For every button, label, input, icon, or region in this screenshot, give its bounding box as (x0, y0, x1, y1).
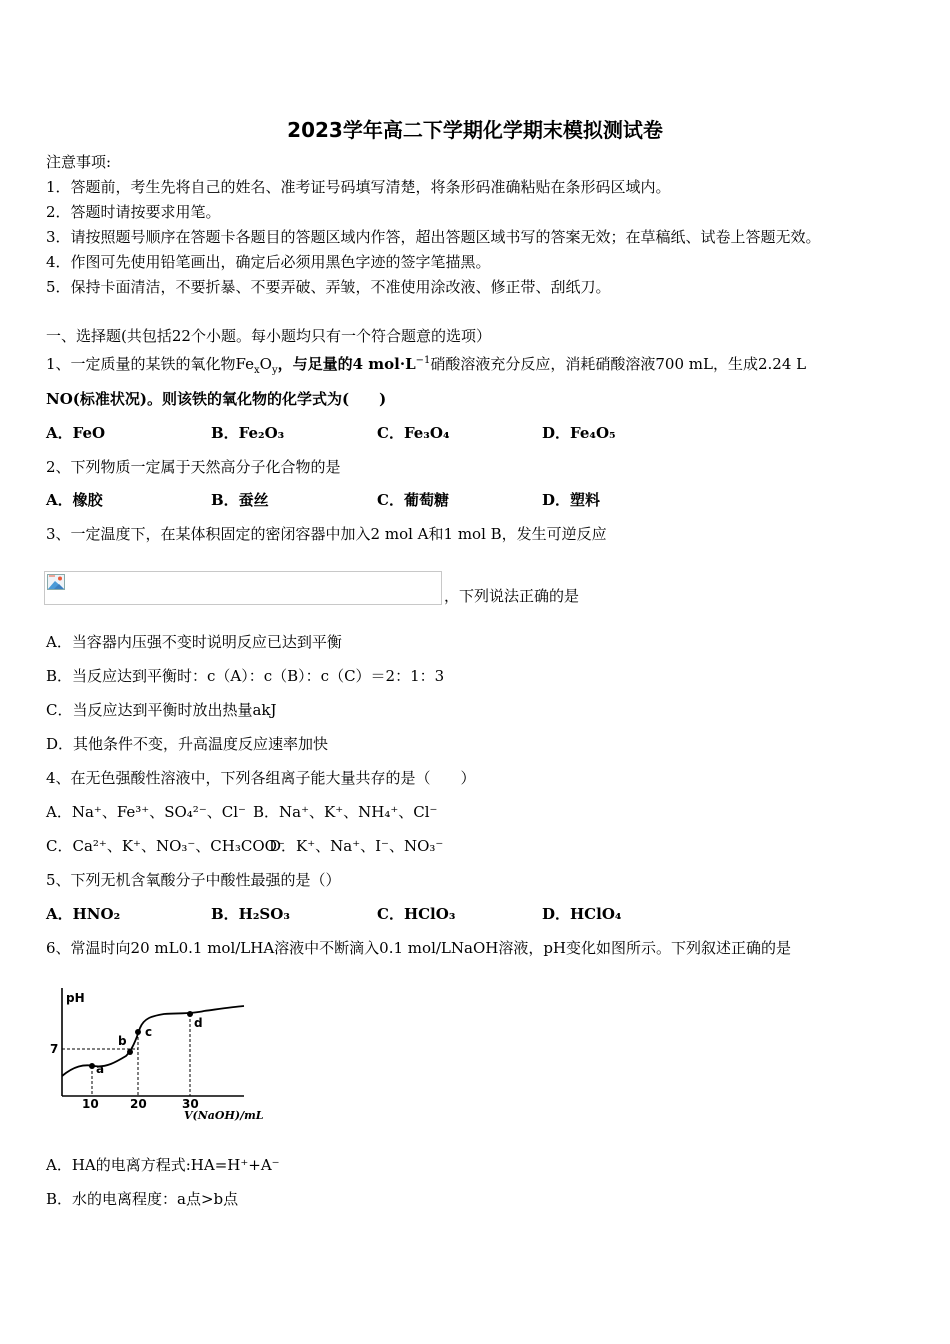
q6-option-a[interactable]: A．HA的电离方程式:HA=H⁺+A⁻ (46, 1156, 280, 1174)
q4-option-d[interactable]: D．K⁺、Na⁺、I⁻、NO₃⁻ (269, 837, 444, 855)
label-b: b (118, 1034, 127, 1048)
q3-stem-tail: ，下列说法正确的是 (444, 587, 580, 605)
q1-option-a[interactable]: A．FeO (46, 424, 106, 442)
q3-option-d[interactable]: D．其他条件不变，升高温度反应速率加快 (46, 735, 329, 753)
q1-sup: −1 (415, 355, 431, 366)
q4-stem: 4、在无色强酸性溶液中，下列各组离子能大量共存的是（ ） (46, 769, 476, 787)
label-d: d (194, 1016, 203, 1030)
q1-option-b[interactable]: B．Fe₂O₃ (211, 424, 285, 442)
notice-item-3: 3．请按照题号顺序在答题卡各题目的答题区域内作答，超出答题区域书写的答案无效；在草稿纸、试卷上答题无效。 (46, 228, 821, 246)
q5-stem: 5、下列无机含氧酸分子中酸性最强的是（） (46, 871, 341, 889)
x-label: V(NaOH)/mL (184, 1109, 264, 1122)
page-title: 2023学年高二下学期化学期末模拟测试卷 (287, 118, 663, 142)
q5-option-d[interactable]: D．HClO₄ (542, 905, 622, 923)
notice-item-1: 1．答题前，考生先将自己的姓名、准考证号码填写清楚，将条形码准确粘贴在条形码区域内。 (46, 178, 671, 196)
x-tick-10: 10 (82, 1097, 99, 1111)
q1-stem-part3: 硝酸溶液充分反应，消耗硝酸溶液700 mL，生成2.24 L (430, 355, 807, 373)
q1-sub-y: y (271, 365, 278, 376)
q5-option-a[interactable]: A．HNO₂ (46, 905, 121, 923)
q1-stem-part1: 1、一定质量的某铁的氧化物Fe (46, 355, 255, 373)
x-tick-20: 20 (130, 1097, 147, 1111)
label-a: a (96, 1062, 105, 1076)
notice-item-4: 4．作图可先使用铅笔画出，确定后必须用黑色字迹的签字笔描黑。 (46, 253, 491, 271)
point-c (135, 1029, 141, 1035)
q1-sub-x: x (254, 365, 260, 376)
q4-option-a[interactable]: A．Na⁺、Fe³⁺、SO₄²⁻、Cl⁻ (46, 803, 246, 821)
y-tick-7: 7 (50, 1042, 59, 1056)
q1-option-d[interactable]: D．Fe₄O₅ (542, 424, 616, 442)
q2-option-b[interactable]: B．蚕丝 (211, 491, 269, 509)
q4-option-b[interactable]: B．Na⁺、K⁺、NH₄⁺、Cl⁻ (253, 803, 438, 821)
q2-stem: 2、下列物质一定属于天然高分子化合物的是 (46, 458, 341, 476)
q3-stem: 3、一定温度下，在某体积固定的密闭容器中加入2 mol A和1 mol B，发生可逆反应 (46, 525, 607, 543)
q2-option-a[interactable]: A．橡胶 (46, 491, 103, 509)
q6-stem: 6、常温时向20 mL0.1 mol/LHA溶液中不断滴入0.1 mol/LNaOH溶液，pH变化如图所示。下列叙述正确的是 (46, 939, 792, 957)
q4-option-c[interactable]: C．Ca²⁺、K⁺、NO₃⁻、CH₃COO⁻ (46, 837, 285, 855)
section-heading: 一、选择题(共包括22个小题。每小题均只有一个符合题意的选项） (46, 327, 491, 345)
point-a (89, 1063, 95, 1069)
image-placeholder-icon (47, 574, 65, 590)
q6-option-b[interactable]: B．水的电离程度：a点>b点 (46, 1190, 239, 1208)
q1-oxygen: O (259, 355, 272, 373)
q1-stem-line1 (46, 351, 806, 381)
label-c: c (145, 1025, 153, 1039)
q1-stem-part2: ，与足量的4 mol·L (277, 355, 416, 373)
broken-image-placeholder (44, 571, 442, 605)
titration-graph (44, 980, 276, 1122)
notice-item-5: 5．保持卡面清洁，不要折暴、不要弄破、弄皱，不准使用涂改液、修正带、刮纸刀。 (46, 278, 611, 296)
y-label: pH (66, 991, 85, 1005)
q1-stem-line2: NO(标准状况)。则该铁的氧化物的化学式为( ) (46, 390, 387, 408)
q3-option-c[interactable]: C．当反应达到平衡时放出热量akJ (46, 701, 277, 719)
q5-option-b[interactable]: B．H₂SO₃ (211, 905, 290, 923)
q1-option-c[interactable]: C．Fe₃O₄ (377, 424, 450, 442)
q3-option-a[interactable]: A．当容器内压强不变时说明反应已达到平衡 (46, 633, 342, 651)
q2-option-d[interactable]: D．塑料 (542, 491, 601, 509)
q3-option-b[interactable]: B．当反应达到平衡时：c（A）：c（B）：c（C）＝2：1：3 (46, 667, 445, 685)
point-d (187, 1011, 193, 1017)
q2-option-c[interactable]: C．葡萄糖 (377, 491, 449, 509)
notice-item-2: 2．答题时请按要求用笔。 (46, 203, 221, 221)
notice-heading: 注意事项: (46, 153, 112, 171)
q5-option-c[interactable]: C．HClO₃ (377, 905, 456, 923)
x-tick-30: 30 (182, 1097, 199, 1111)
point-b (127, 1049, 133, 1055)
